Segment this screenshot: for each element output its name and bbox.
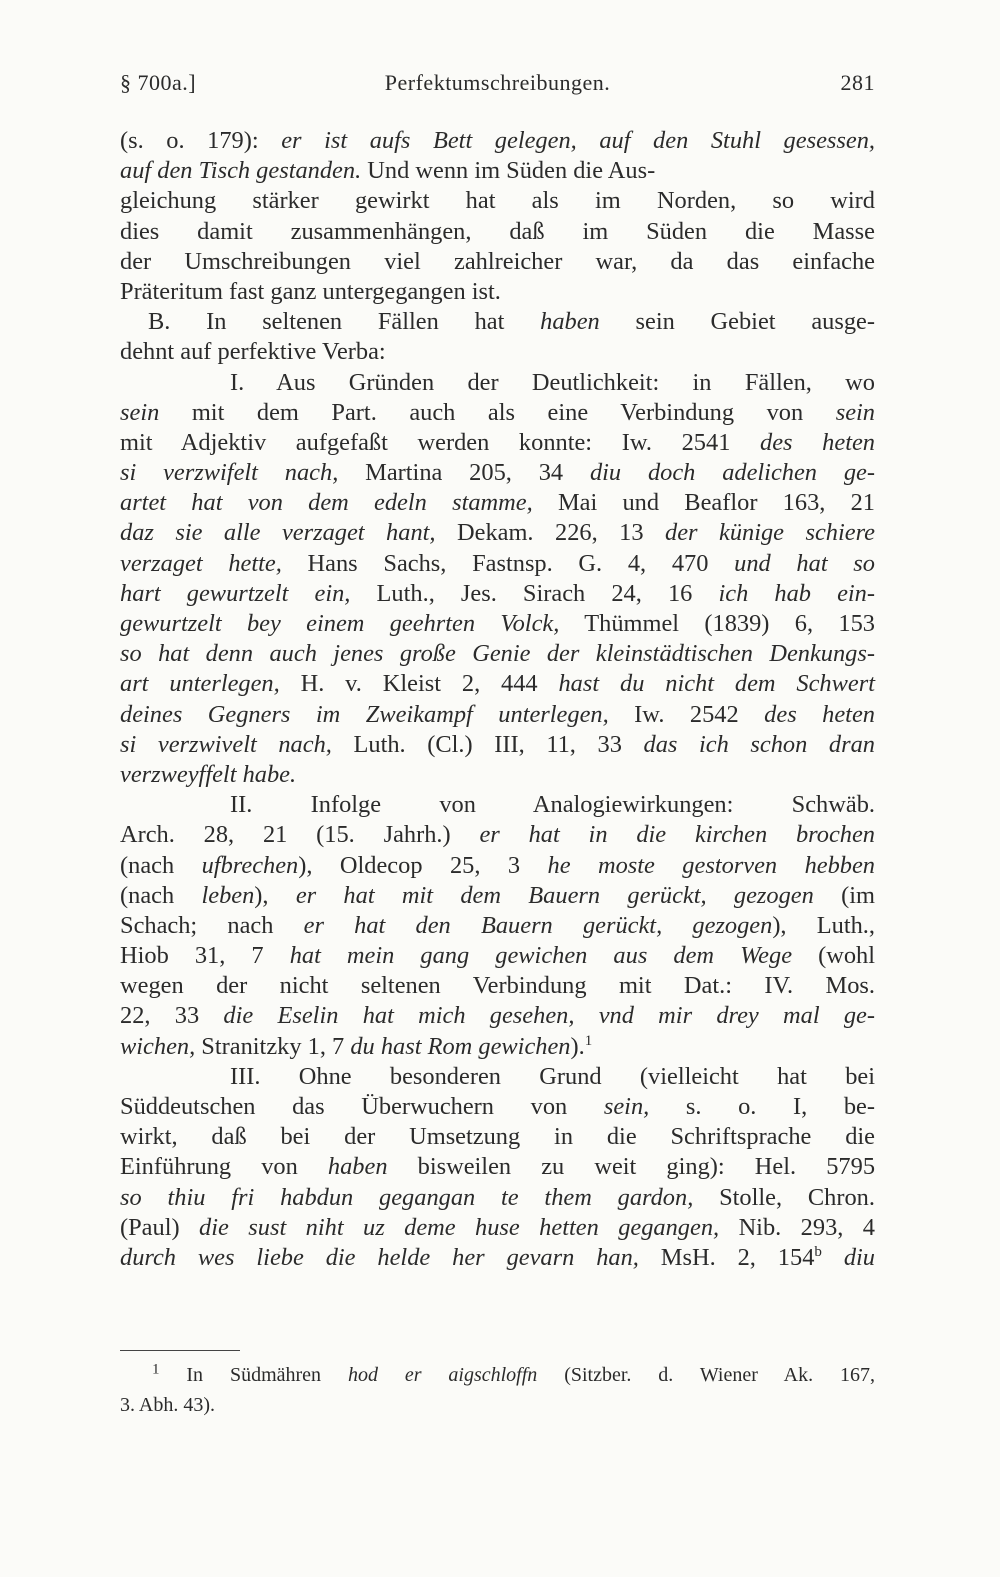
text-segment: H. v. Kleist 2, 444 (279, 670, 559, 698)
body-text (120, 126, 875, 1273)
text-segment: Schach; nach (120, 911, 304, 939)
italic-text: diu (843, 1243, 875, 1271)
text-segment: (Paul) (120, 1213, 200, 1241)
text-line (120, 156, 875, 186)
italic-text: hast du nicht dem Schwert (558, 670, 875, 698)
text-line (120, 971, 875, 1001)
italic-text: wichen, (120, 1032, 196, 1060)
text-segment: Dekam. 226, 13 (435, 519, 666, 547)
text-line (120, 820, 875, 850)
text-line (120, 881, 875, 911)
italic-text: die Eselin hat mich gesehen, vnd mir drey mal ge- (223, 1002, 875, 1030)
italic-text: sein, (603, 1093, 650, 1120)
italic-text: ich hab ein- (718, 579, 876, 607)
italic-text: auf den Tisch gestanden. (120, 157, 362, 185)
text-segment: (Sitzber. d. Wiener Ak. 167, (537, 1364, 876, 1386)
text-line (120, 186, 875, 216)
text-segment: Martina 205, 34 (338, 459, 590, 487)
text-line (120, 941, 875, 971)
text-segment: (nach (120, 881, 202, 909)
text-segment: bisweilen zu weit ging): Hel. 5795 (387, 1153, 876, 1181)
italic-text: die sust niht uz deme huse hetten gegangen, (199, 1213, 720, 1241)
italic-text: hart gewurtzelt ein, (120, 579, 351, 607)
italic-text: er ist aufs Bett gelegen, auf den Stuhl gesessen, (281, 127, 875, 154)
text-line (120, 1183, 875, 1213)
italic-text: er hat mit dem Bauern gerückt, gezogen (295, 881, 814, 909)
text-line (120, 126, 875, 156)
text-segment: Iw. 2542 (608, 700, 765, 728)
text-line (120, 428, 875, 458)
text-segment: 22, 33 (120, 1002, 224, 1030)
italic-text: er hat in die kirchen brochen (479, 821, 875, 849)
text-line (120, 730, 875, 760)
text-segment: II. Infolge von Analogiewirkungen: Schwäb. (230, 791, 875, 819)
text-segment: Mai und Beaflor 163, 21 (532, 489, 875, 517)
text-segment: der Umschreibungen viel zahlreicher war, da das einfache (120, 247, 875, 275)
text-segment: Thümmel (1839) 6, 153 (559, 610, 875, 637)
text-segment: gleichung stärker gewirkt hat als im Norden, so wird (120, 187, 875, 215)
running-header (120, 70, 875, 100)
text-segment: B. In seltenen Fällen hat (148, 308, 541, 336)
text-segment: mit Adjektiv aufgefaßt werden konnte: Iw. 2541 (120, 428, 761, 456)
text-segment: Süddeutschen das Überwuchern von (120, 1093, 604, 1120)
text-line (120, 639, 875, 669)
text-segment: I. Aus Gründen der Deutlichkeit: in Fällen, wo (230, 368, 875, 396)
text-segment: Präteritum fast ganz untergegangen ist. (120, 277, 501, 305)
italic-text: so hat denn auch jenes große Genie der kleinstädtischen Denkungs- (120, 640, 875, 668)
text-segment: ), (254, 881, 296, 909)
section-reference: § 700a.] (120, 70, 197, 95)
italic-text: verzweyffelt habe. (120, 760, 297, 788)
text-line (120, 700, 875, 730)
italic-text: art unterlegen, (120, 670, 280, 698)
footnote-rule (120, 1350, 240, 1351)
italic-text: daz sie alle verzaget hant, (120, 519, 436, 547)
footnote-marker: 1 (152, 1361, 160, 1378)
italic-text: des heten (764, 700, 875, 728)
text-segment: wegen der nicht seltenen Verbindung mit Dat.: IV. Mos. (120, 972, 875, 1000)
italic-text: haben (540, 308, 600, 336)
text-line (120, 1360, 875, 1390)
italic-text: haben (327, 1153, 388, 1181)
text-segment: ), Luth., (772, 911, 875, 939)
italic-text: artet hat von dem edeln stamme, (120, 489, 533, 517)
text-segment: Arch. 28, 21 (15. Jahrh.) (120, 821, 480, 849)
footnote (120, 1360, 875, 1420)
italic-text: verzaget hette, (120, 549, 282, 577)
italic-text: si verzwifelt nach, (120, 459, 339, 487)
text-line (120, 1062, 875, 1092)
text-segment: Stolle, Chron. (693, 1183, 875, 1211)
text-segment: wirkt, daß bei der Umsetzung in die Schriftsprache die (120, 1123, 875, 1151)
italic-text: so thiu fri habdun gegangan te them gardon, (120, 1183, 694, 1211)
text-line (120, 368, 875, 398)
text-line (120, 911, 875, 941)
text-segment: s. o. I, be- (649, 1093, 876, 1120)
text-line (120, 217, 875, 247)
text-segment: III. Ohne besonderen Grund (vielleicht hat bei (230, 1062, 875, 1090)
italic-text: du hast Rom gewichen (350, 1032, 571, 1060)
text-line (120, 851, 875, 881)
text-line (120, 1390, 875, 1420)
text-line (120, 1122, 875, 1152)
text-segment: Hiob 31, 7 (120, 942, 290, 970)
italic-text: deines Gegners im Zweikampf unterlegen, (120, 700, 609, 728)
text-segment: Einführung von (120, 1153, 328, 1181)
text-segment: dehnt auf perfektive Verba: (120, 338, 386, 366)
italic-text: ufbrechen (201, 851, 299, 879)
text-line (120, 1213, 875, 1243)
footnote-marker: b (814, 1243, 822, 1260)
text-segment: mit dem Part. auch als eine Verbindung von (159, 398, 836, 426)
italic-text: durch wes liebe die helde her gevarn han, (120, 1243, 639, 1271)
text-line (120, 1032, 875, 1062)
text-segment: Stranitzky 1, 7 (195, 1032, 351, 1060)
text-segment: (s. o. 179): (120, 127, 282, 154)
text-segment: (wohl (792, 942, 875, 970)
italic-text: hod er aigschloffn (347, 1364, 538, 1386)
text-line (120, 579, 875, 609)
text-segment: ). (570, 1032, 585, 1060)
text-segment: Und wenn im Süden die Aus- (361, 157, 656, 185)
text-segment: (im (813, 881, 875, 909)
text-segment: In Südmähren (159, 1364, 348, 1386)
text-line (120, 549, 875, 579)
italic-text: der künige schiere (665, 519, 876, 547)
footnote-marker: 1 (584, 1032, 593, 1049)
text-line (120, 760, 875, 790)
italic-text: he moste gestorven hebben (547, 851, 875, 879)
text-segment (822, 1244, 844, 1271)
text-line (120, 609, 875, 639)
text-line (120, 1001, 875, 1031)
italic-text: und hat so (734, 549, 875, 577)
italic-text: gewurtzelt bey einem geehrten Volck, (120, 610, 560, 637)
text-line (120, 669, 875, 699)
text-segment: 3. Abh. 43). (120, 1394, 215, 1416)
text-segment: Hans Sachs, Fastnsp. G. 4, 470 (281, 549, 735, 577)
text-segment: Luth., Jes. Sirach 24, 16 (350, 579, 719, 607)
text-line (120, 277, 875, 307)
italic-text: leben (201, 881, 255, 909)
text-line (120, 488, 875, 518)
text-segment: sein Gebiet ausge- (599, 308, 875, 336)
text-segment: dies damit zusammenhängen, daß im Süden die Masse (120, 217, 875, 245)
text-line (120, 518, 875, 548)
text-segment: (nach (120, 851, 202, 879)
text-line (120, 337, 875, 367)
italic-text: diu doch adelichen ge- (589, 459, 875, 487)
italic-text: des heten (760, 428, 875, 456)
text-segment: Nib. 293, 4 (719, 1213, 875, 1241)
page-number: 281 (840, 70, 875, 95)
text-line (120, 1243, 875, 1273)
running-title: Perfektumschreibungen. (384, 70, 611, 95)
text-line (120, 247, 875, 277)
italic-text: das ich schon dran (643, 730, 875, 758)
text-segment: Luth. (Cl.) III, 11, 33 (331, 730, 644, 758)
text-line (120, 790, 875, 820)
text-line (120, 398, 875, 428)
text-line (120, 1152, 875, 1182)
text-segment: MsH. 2, 154 (638, 1243, 815, 1271)
text-segment: ), Oldecop 25, 3 (298, 851, 548, 879)
italic-text: sein (120, 398, 160, 426)
text-line (120, 458, 875, 488)
italic-text: hat mein gang gewichen aus dem Wege (289, 942, 793, 970)
text-line (120, 307, 875, 337)
text-line (120, 1092, 875, 1122)
italic-text: sein (835, 398, 875, 426)
italic-text: er hat den Bauern gerückt, gezogen (303, 911, 773, 939)
italic-text: si verzwivelt nach, (120, 730, 332, 758)
